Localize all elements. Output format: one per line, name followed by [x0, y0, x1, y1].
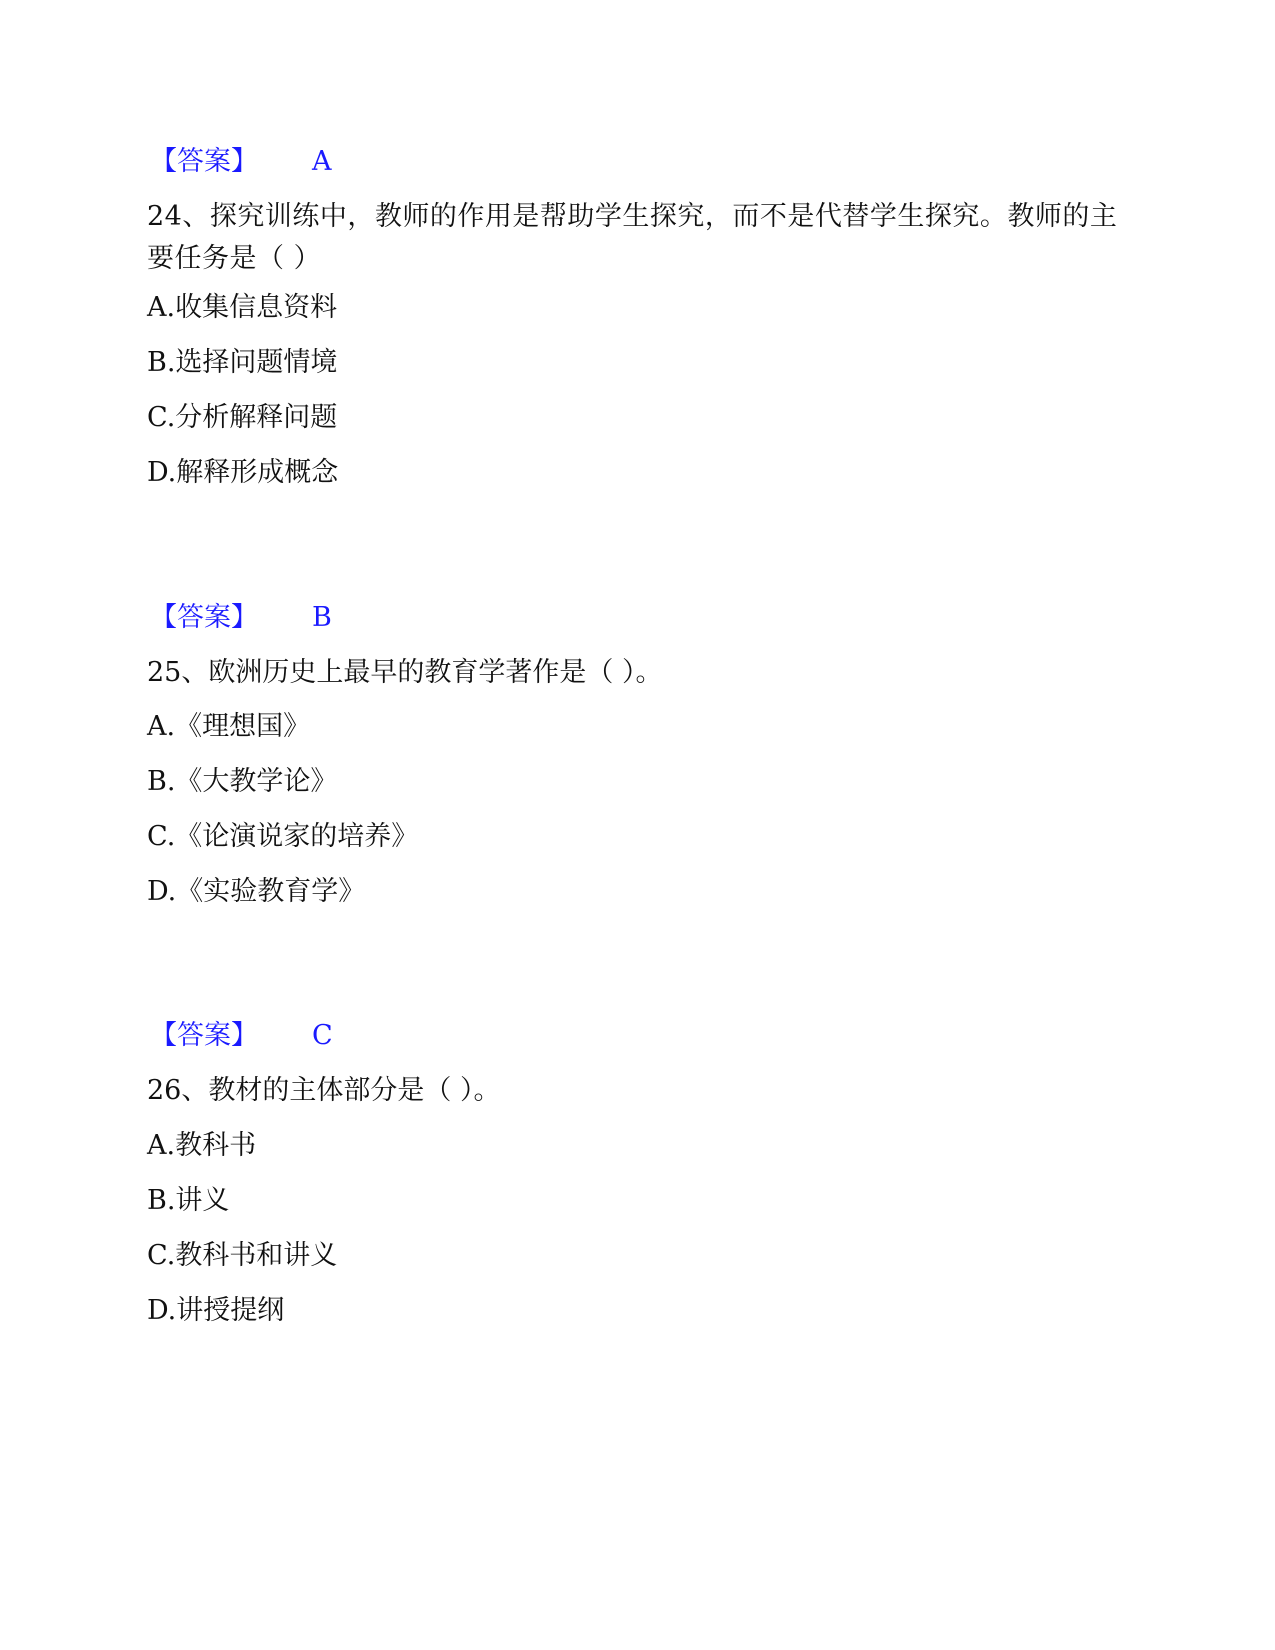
- q25-option-b: B.《大教学论》: [147, 766, 338, 797]
- answer-line-q25: [150, 1016, 333, 1056]
- answer-label: 【答案】: [150, 602, 258, 633]
- answer-value: B: [312, 602, 332, 633]
- q26-option-c: C.教科书和讲义: [147, 1240, 338, 1271]
- q26-option-b: B.讲义: [147, 1185, 230, 1216]
- q24-option-d: D.解释形成概念: [147, 457, 339, 488]
- q25-option-c: C.《论演说家的培养》: [147, 821, 419, 852]
- answer-label: 【答案】: [150, 1020, 258, 1051]
- q24-option-b: B.选择问题情境: [147, 347, 338, 378]
- q25-option-d: D.《实验教育学》: [147, 876, 366, 907]
- question-25-text: 25、欧洲历史上最早的教育学著作是（ ）。: [147, 657, 663, 688]
- answer-value: A: [312, 146, 332, 177]
- answer-label: 【答案】: [150, 146, 258, 177]
- q24-option-a: A.收集信息资料: [147, 292, 338, 323]
- q25-option-a: A.《理想国》: [147, 711, 311, 742]
- q26-option-d: D.讲授提纲: [147, 1295, 285, 1326]
- question-26-text: 26、教材的主体部分是（ ）。: [147, 1075, 501, 1106]
- answer-line-q23: [150, 142, 332, 182]
- answer-line-q24: [150, 598, 332, 638]
- q26-option-a: A.教科书: [147, 1130, 257, 1161]
- answer-value: C: [312, 1020, 333, 1051]
- q24-option-c: C.分析解释问题: [147, 402, 338, 433]
- question-24-text: 24、探究训练中，教师的作用是帮助学生探究，而不是代替学生探究。教师的主要任务是（ ）: [147, 201, 1118, 274]
